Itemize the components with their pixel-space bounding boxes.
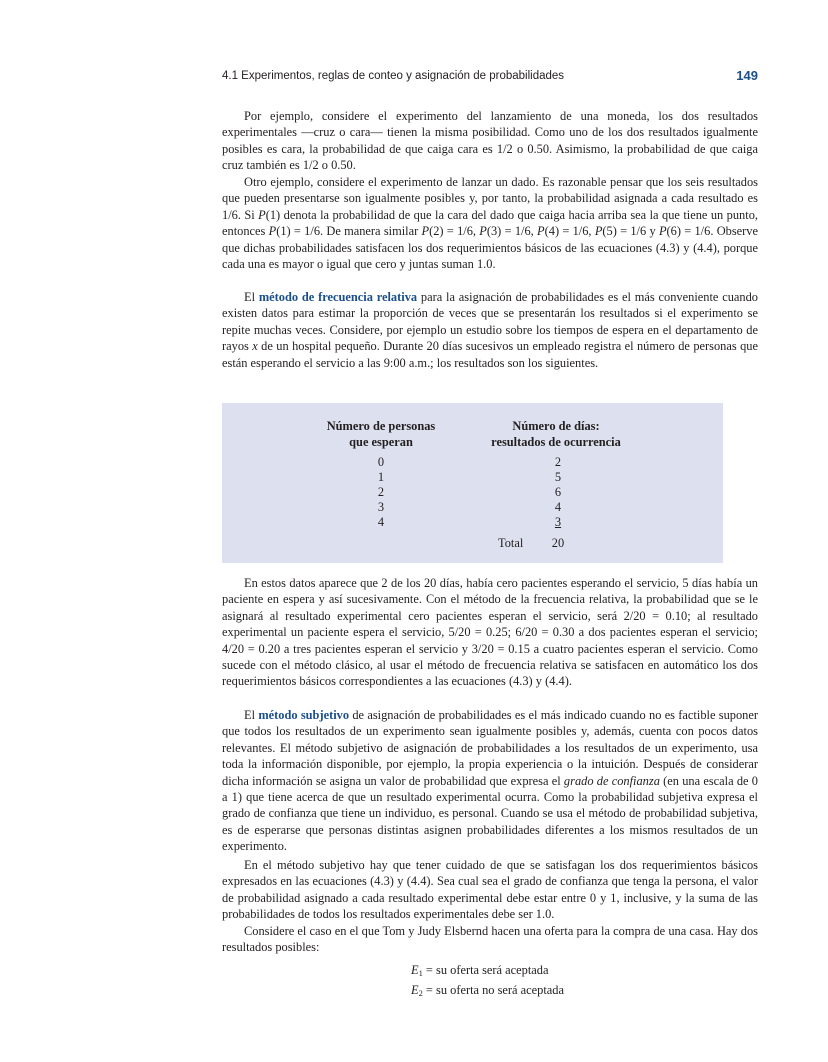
table-cell-persons: 3: [377, 500, 385, 514]
paragraph-relative-frequency: El método de frecuencia relativa para la asignación de probabilidades es el más conveniente cuando existen datos para estimar la proporción de veces que se presentarán los resultados si el experimento se repite muchas veces. Considere, por ejemplo un estudio sobre los tiempos de espera en el departamento de rayos x de un hospital pequeño. Durante 20 días sucesivos un empleado registra el número de personas que están esperando el servicio a las 9:00 a.m.; los resultados son los siguientes.: [222, 290, 759, 370]
waiting-data-table: [222, 403, 723, 563]
table-cell-days: 6: [554, 485, 562, 499]
paragraph-data-interpretation: En estos datos aparece que 2 de los 20 días, había cero pacientes esperando el servicio, 5 días había un paciente en espera y así sucesivamente. Con el método de la frecuencia relativa, la probabilidad que se le asignará al resultado experimental cero pacientes esperan el servicio, será 2/20 = 0.10; al resultado experimental un paciente espera el servicio, 5/20 = 0.25; 6/20 = 0.30 a dos pacientes esperan el servicio; 4/20 = 0.20 a tres pacientes esperan el servicio y 3/20 = 0.15 a cuatro pacientes esperan el servicio. Como sucede con el método clásico, al usar el método de frecuencia relativa se satisfacen en automático los dos requerimientos básicos correspondientes a las ecuaciones (4.3) y (4.4).: [222, 576, 758, 689]
column-header-persons: Número de personas que esperan: [326, 419, 436, 449]
paragraph-die-example: Otro ejemplo, considere el experimento de lanzar un dado. Es razonable pensar que los seis resultados que pueden presentarse son igualmente posibles y, por tanto, la probabilidad asignada a cada resultado es 1/6. Si P(1) denota la probabilidad de que la cara del dado que caiga hacia arriba sea la que tiene un punto, entonces P(1) = 1/6. De manera similar P(2) = 1/6, P(3) = 1/6, P(4) = 1/6, P(5) = 1/6 y P(6) = 1/6. Observe que dichas probabilidades satisfacen los dos requerimientos básicos de las ecuaciones (4.3) y (4.4), porque cada una es mayor o igual que cero y juntas suman 1.0.: [222, 175, 758, 272]
equation-outcome-1: $E_1$ = su oferta será aceptada: [411, 963, 549, 978]
total-label: Total: [498, 536, 524, 550]
paragraph-coin-example: Por ejemplo, considere el experimento del lanzamiento de una moneda, los dos resultados experimentales —cruz o cara— tienen la misma posibilidad. Como uno de los dos resultados igualmente posibles es cara, la probabilidad de que caiga cara es 1/2 o 0.50. Asimismo, la probabilidad de que caiga cruz también es 1/2 o 0.50.: [222, 109, 758, 173]
section-title: 4.1 Experimentos, reglas de conteo y asignación de probabilidades: [222, 70, 565, 82]
table-cell-persons: 2: [377, 485, 385, 499]
table-cell-days: 3: [554, 515, 562, 529]
table-cell-persons: 4: [377, 515, 385, 529]
equation-outcome-2: $E_2$ = su oferta no será aceptada: [411, 983, 564, 998]
table-cell-days: 5: [554, 470, 562, 484]
page-number: 149: [736, 68, 758, 83]
paragraph-subjective-requirements: En el método subjetivo hay que tener cuidado de que se satisfagan los dos requerimientos básicos expresados en las ecuaciones (4.3) y (4.4). Sea cual sea el grado de confianza que tenga la persona, el valor de probabilidad asignado a cada resultado experimental debe estar entre 0 y 1, inclusive, y la suma de las probabilidades de todos los resultados experimentales debe ser 1.0.: [222, 858, 758, 922]
term-subjective-method: método subjetivo: [258, 708, 350, 722]
total-value: 20: [551, 536, 565, 550]
paragraph-subjective-method: El método subjetivo de asignación de probabilidades es el más indicado cuando no es factible suponer que todos los resultados de un experimento sean igualmente posibles y, además, cuenta con pocos datos relevantes. El método subjetivo de asignación de probabilidades a los resultados de un experimento, usa toda la información disponible, por ejemplo, la propia experiencia o la intuición. Después de considerar dicha información se asigna un valor de probabilidad que expresa el grado de confianza (en una escala de 0 a 1) que tiene acerca de que un resultado experimental ocurra. Como la probabilidad subjetiva expresa el grado de confianza que tiene un individuo, es personal. Cuando se usa el método de probabilidad subjetiva, es de esperarse que personas distintas asignen probabilidades diferentes a los mismos resultados de un experimento.: [222, 708, 759, 854]
table-cell-persons: 0: [377, 455, 385, 469]
table-cell-persons: 1: [377, 470, 385, 484]
term-relative-frequency: método de frecuencia relativa: [258, 290, 418, 304]
running-header: [222, 68, 758, 86]
paragraph-house-offer: Considere el caso en el que Tom y Judy Elsbernd hacen una oferta para la compra de una casa. Hay dos resultados posibles:: [222, 924, 758, 955]
table-cell-days: 4: [554, 500, 562, 514]
column-header-days: Número de días: resultados de ocurrencia: [491, 419, 621, 449]
table-cell-days: 2: [554, 455, 562, 469]
